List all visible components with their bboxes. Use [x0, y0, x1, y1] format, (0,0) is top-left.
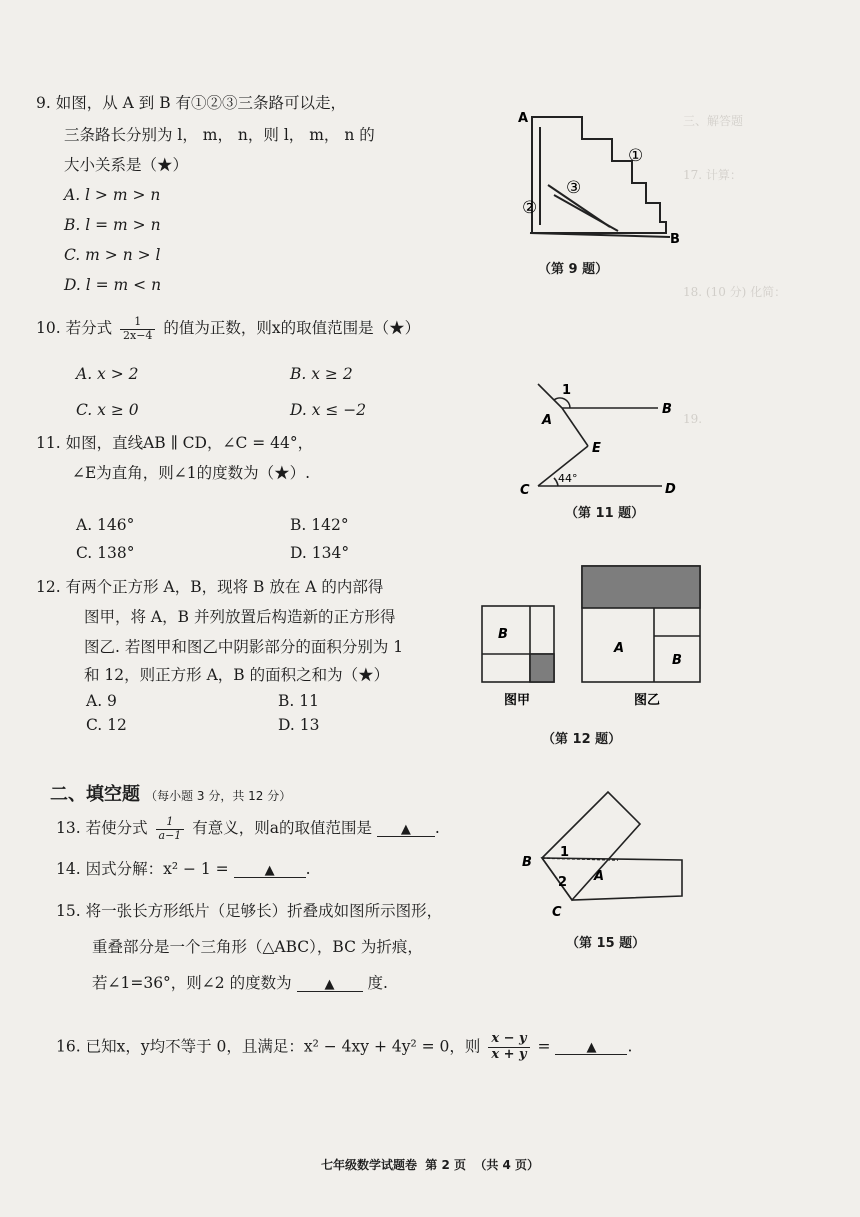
q12-option-d[interactable]: D. 13: [278, 716, 320, 734]
q12-line1: 12. 有两个正方形 A，B，现将 B 放在 A 的内部得: [36, 578, 384, 596]
q11-line1: 11. 如图，直线AB ∥ CD，∠C = 44°，: [36, 434, 314, 452]
q9-label-1: ①: [628, 146, 644, 166]
q12-label-b-right: B: [672, 653, 682, 668]
q12-line3: 图乙. 若图甲和图乙中阴影部分的面积分别为 1: [84, 638, 404, 656]
q12-label-b-left: B: [498, 627, 508, 642]
q12-fig-right-label: 图乙: [634, 693, 661, 708]
q16-stem: 16. 已知x，y均不等于 0，且满足：x² − 4xy + 4y² = 0，则 $\frac{x - y}{x + y}$ = ▲ .: [56, 1031, 633, 1062]
q14-prefix: 14. 因式分解：x² − 1 =: [56, 860, 229, 878]
q11-label-a: A: [542, 413, 553, 428]
q10-option-a[interactable]: A. x > 2: [76, 365, 139, 383]
section2-title: 二、填空题: [50, 784, 140, 805]
q15-answer-blank[interactable]: ▲: [297, 978, 363, 992]
q11-option-d[interactable]: D. 134°: [290, 544, 350, 562]
q15-caption: （第 15 题）: [566, 936, 646, 951]
q15-line3-prefix: 若∠1=36°，则∠2 的度数为: [92, 974, 292, 992]
q10-fraction: $\frac{1}{2x-4}$: [120, 316, 155, 342]
q15-label-c: C: [552, 905, 562, 920]
q9-figure: [510, 105, 695, 255]
q11-figure: [510, 378, 690, 500]
q15-label-1: 1: [560, 845, 570, 860]
q13-stem: 13. 若使分式 $\frac{1}{a-1}$ 有意义，则a的取值范围是 ▲ .: [56, 815, 440, 842]
bleed-q18: 18. (10 分) 化简：: [683, 285, 787, 299]
q12-figure: [478, 562, 706, 712]
section2-heading: [50, 780, 291, 806]
q16-fraction: $\frac{x - y}{x + y}$: [488, 1032, 529, 1063]
q10-option-d[interactable]: D. x ≤ −2: [290, 401, 367, 419]
q16-prefix: 16. 已知x，y均不等于 0，且满足：x² − 4xy + 4y² = 0，则: [56, 1037, 481, 1056]
q9-option-c[interactable]: C. m > n > l: [64, 246, 161, 264]
page-footer: 七年级数学试题卷 第 2 页 （共 4 页）: [320, 1158, 540, 1172]
q12-option-a[interactable]: A. 9: [86, 692, 117, 710]
q12-option-c[interactable]: C. 12: [86, 716, 127, 734]
q12-option-b[interactable]: B. 11: [278, 692, 319, 710]
q11-line2: ∠E为直角，则∠1的度数为（★）.: [72, 464, 311, 482]
q9-caption: （第 9 题）: [538, 262, 609, 277]
q15-line3-suffix: 度.: [367, 974, 388, 992]
q10-prefix: 10. 若分式: [36, 319, 113, 338]
q9-option-b[interactable]: B. l = m > n: [64, 216, 161, 234]
q11-option-b[interactable]: B. 142°: [290, 516, 349, 534]
q15-line1: 15. 将一张长方形纸片（足够长）折叠成如图所示图形，: [56, 902, 443, 920]
q11-caption: （第 11 题）: [565, 506, 645, 521]
q12-line2: 图甲，将 A，B 并列放置后构造新的正方形得: [84, 608, 396, 626]
q11-option-c[interactable]: C. 138°: [76, 544, 135, 562]
q11-angle-label: 44°: [558, 472, 578, 485]
q15-line3: [92, 976, 388, 992]
q11-option-a[interactable]: A. 146°: [76, 516, 135, 534]
q13-answer-blank[interactable]: ▲: [377, 823, 435, 837]
q9-line1: 9. 如图，从 A 到 B 有①②③三条路可以走，: [36, 94, 347, 112]
q15-label-2: 2: [558, 875, 568, 890]
q11-label-c: C: [520, 483, 530, 498]
bleed-section3: 三、解答题: [683, 114, 744, 128]
q10-suffix: 的值为正数，则x的取值范围是（★）: [163, 319, 421, 338]
q10-stem: [36, 316, 420, 342]
q13-suffix: 有意义，则a的取值范围是: [192, 819, 372, 838]
q9-option-d[interactable]: D. l = m < n: [64, 276, 162, 294]
q9-line2: 三条路长分别为 l， m， n，则 l， m， n 的: [64, 126, 375, 144]
q15-line2: 重叠部分是一个三角形（△ABC），BC 为折痕，: [92, 938, 423, 956]
q9-label-b: B: [670, 232, 680, 247]
q13-fraction: $\frac{1}{a-1}$: [156, 816, 185, 842]
q9-label-3: ③: [566, 178, 582, 198]
q9-option-a[interactable]: A. l > m > n: [64, 186, 161, 204]
q12-label-a: A: [614, 641, 625, 656]
q13-prefix: 13. 若使分式: [56, 819, 148, 838]
q12-fig-left-label: 图甲: [504, 693, 531, 708]
q9-line3: 大小关系是（★）: [64, 156, 189, 174]
q11-label-1: 1: [562, 383, 572, 398]
q11-label-d: D: [665, 482, 676, 497]
q15-label-a: A: [594, 869, 605, 884]
q14-stem: 14. 因式分解：x² − 1 = ▲ .: [56, 860, 311, 878]
q15-figure: [516, 788, 696, 920]
q11-label-b: B: [662, 402, 672, 417]
section2-note: （每小题 3 分，共 12 分）: [145, 789, 292, 803]
bleed-q17: 17. 计算：: [683, 168, 742, 182]
q12-line4: 和 12，则正方形 A，B 的面积之和为（★）: [84, 666, 390, 684]
q9-label-a: A: [518, 111, 529, 126]
q10-option-b[interactable]: B. x ≥ 2: [290, 365, 353, 383]
q15-label-b: B: [522, 855, 532, 870]
q14-answer-blank[interactable]: ▲: [234, 864, 306, 878]
q12-caption: （第 12 题）: [542, 732, 622, 747]
bleed-q19: 19.: [683, 412, 703, 426]
q10-option-c[interactable]: C. x ≥ 0: [76, 401, 139, 419]
q11-label-e: E: [592, 441, 601, 456]
q16-answer-blank[interactable]: ▲: [555, 1041, 627, 1055]
q9-label-2: ②: [522, 198, 538, 218]
